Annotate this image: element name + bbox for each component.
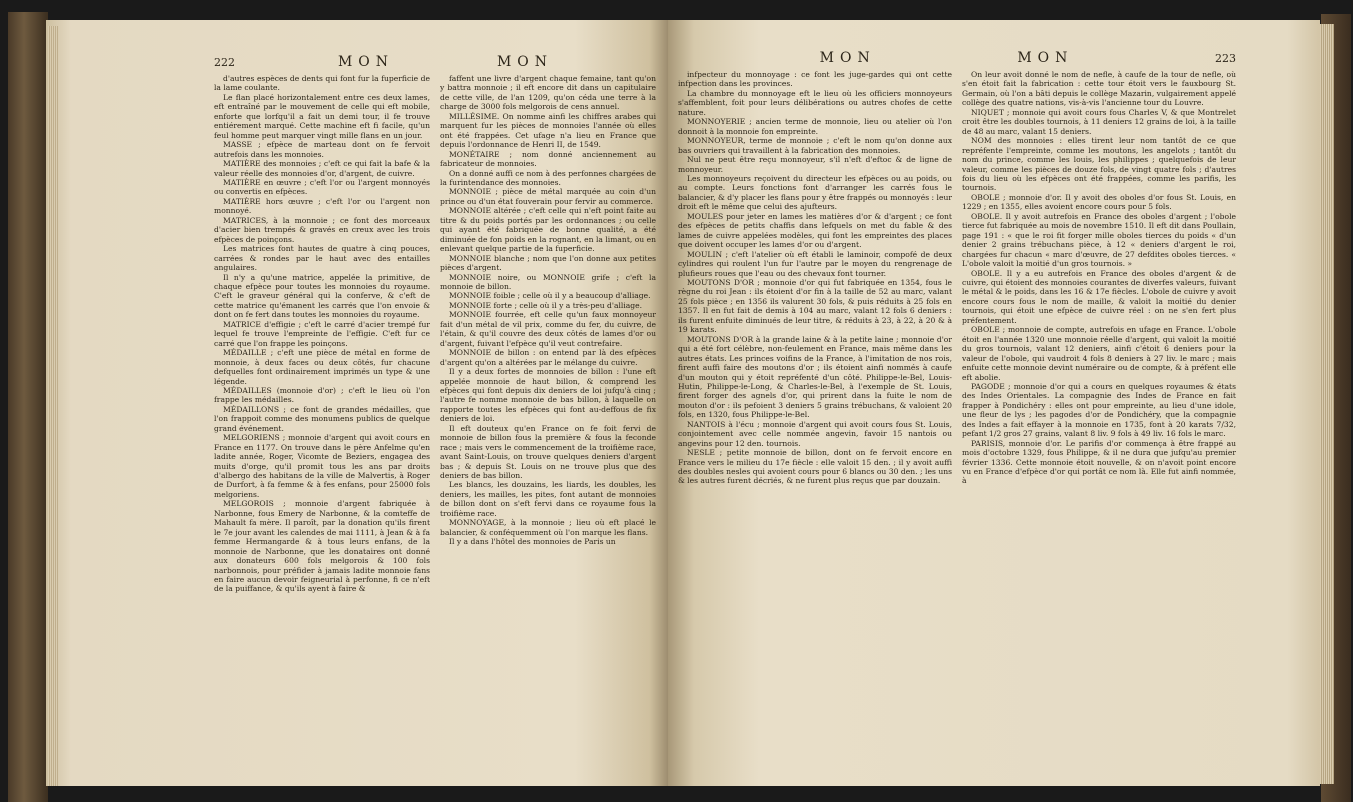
paragraph: MATRICES, à la monnoie ; ce font des morceaux d'acier bien trempés & gravés en creux avec les trois efpèces de poinçons. xyxy=(214,215,430,244)
page-block-edge-right xyxy=(1320,24,1334,784)
paragraph: Les monnoyeurs reçoivent du directeur les efpèces ou au poids, ou au compte. Leurs fonctions font d'arranger les carrés fous le balancier, & d'y placer les flans pour y être frappés ou monnoyés : leur droit eft le même que celui des ajufteurs. xyxy=(678,173,952,212)
paragraph: MILLÉSIME. On nomme ainfi les chiffres arabes qui marquent fur les pièces de monnoies l'année où elles ont été frappées. Cet ufage n'a lieu en France que depuis l'ordonnance de Henri II, de 1549. xyxy=(440,111,656,150)
page-number: 223 xyxy=(1215,52,1236,65)
paragraph: MOUTONS D'OR ; monnoie d'or qui fut fabriquée en 1354, fous le règne du roi Jean : ils étoient d'or fin à la taille de 52 au marc, valant 25 fols pièce ; en 1356 ils valurent 30 fols, & puis réduits à 25 fols en 1357. Il en fut fait de demis à 104 au marc, valant 12 fols 6 deniers : ils furent enfuite diminués de leur titre, & réduits à 23, à 22, à 20 & à 19 karats. xyxy=(678,277,952,335)
paragraph: MÉDAILLES (monnoie d'or) ; c'eft le lieu où l'on frappe les médailles. xyxy=(214,385,430,405)
book-cover-left xyxy=(8,12,48,802)
paragraph: MOULIN ; c'eft l'atelier où eft établi le laminoir, compofé de deux cylindres qui roulent l'un fur l'autre par le moyen du rengrenage de plufieurs roues que l'eau ou des chevaux font tourner. xyxy=(678,249,952,278)
paragraph: MÉDAILLE ; c'eft une pièce de métal en forme de monnoie, à deux faces ou deux côtés, fur chacune defquelles font ordinairement imprimés un type & une légende. xyxy=(214,348,430,386)
paragraph: La chambre du monnoyage eft le lieu où les officiers monnoyeurs s'affemblent, foit pour leurs délibérations ou autres chofes de cette nature. xyxy=(678,88,952,117)
paragraph: MONNOIE blanche ; nom que l'on donne aux petites pièces d'argent. xyxy=(440,253,656,273)
left-page xyxy=(46,20,668,786)
paragraph: MONNOIE foible ; celle où il y a beaucoup d'alliage. xyxy=(449,291,651,301)
paragraph: Le flan placé horizontalement entre ces deux lames, eft entraîné par le mouvement de celle qui eft mobile, enforte que lorfqu'il a fait un demi tour, il fe trouve entiérement marqué. Cette machine eft fi facile, qu'un feul homme peut marquer vingt mille flans en un jour. xyxy=(214,92,430,140)
paragraph: MÉDAILLONS ; ce font de grandes médailles, que l'on frappoit comme des monumens publics de quelque grand événement. xyxy=(214,404,430,433)
text-column xyxy=(440,74,656,786)
paragraph: On a donné auffi ce nom à des perfonnes chargées de la furintendance des monnoies. xyxy=(440,168,656,187)
paragraph: MATIÈRE hors œuvre ; c'eft l'or ou l'argent non monnoyé. xyxy=(214,196,430,216)
paragraph: Il eft douteux qu'en France on fe foit fervi de monnoie de billon fous la première & fous la feconde race ; mais vers le commencement de la troifième race, avant Saint-Louis, on trouve quelques deniers d'argent bas ; & depuis St. Louis on ne trouve plus que des deniers de bas billon. xyxy=(440,423,656,481)
paragraph: Les blancs, les douzains, les liards, les doubles, les deniers, les mailles, les pites, font autant de monnoies de billon dont on s'eft fervi dans ce royaume fous la troifième race. xyxy=(440,480,656,518)
paragraph: MATRICE d'effigie ; c'eft le carré d'acier trempé fur lequel fe trouve l'empreinte de l'effigie. C'eft fur ce carré que l'on frappe les poinçons. xyxy=(214,319,430,348)
text-column xyxy=(214,74,430,786)
paragraph: MELGOROIS ; monnoie d'argent fabriquée à Narbonne, fous Emery de Narbonne, & la comteffe de Mahault fa mère. Il paroît, par la donation qu'ils firent le 7e jour avant les calendes de mai 1111, à Jean & à fa femme Hermangarde & à tous leurs enfans, de la monnoie de Narbonne, que les donataires ont donné aux donateurs 600 fols melgorois & 100 fols narbonnois, pour préfider à jamais ladite monnoie fans en faire aucun devoir feigneurial à perfonne, fi ce n'eft de la puiffance, & qu'ils ayent à faire & xyxy=(214,499,430,594)
page-number: 222 xyxy=(214,56,235,69)
paragraph: Il y a dans l'hôtel des monnoies de Paris un xyxy=(449,537,616,547)
paragraph: MONNOYEUR, terme de monnoie ; c'eft le nom qu'on donne aux bas ouvriers qui travaillent à la fabrication des monnoies. xyxy=(678,136,952,155)
paragraph: infpecteur du monnoyage : ce font les juge-gardes qui ont cette infpection dans les provinces. xyxy=(678,70,952,89)
paragraph: On leur avoit donné le nom de nefle, à caufe de la tour de nefle, où s'en étoit fait la fabrication : cette tour étoit vers le fauxbourg St. Germain, où l'on a bâti depuis le collège Mazarin, vulgairement appelé collège des quatre nations, vis-à-vis l'ancienne tour du Louvre. xyxy=(962,70,1236,108)
paragraph: MOULES pour jeter en lames les matières d'or & d'argent ; ce font des efpèces de petits chaffis dans lefquels on met du fable & des lames de cuivre appelées modèles, qui font les empreintes des places que doivent occuper les lames d'or ou d'argent. xyxy=(678,211,952,250)
paragraph: MONNOIE forte ; celle où il y a très-peu d'alliage. xyxy=(449,300,643,310)
paragraph: OBOLE. Il y avoit autrefois en France des oboles d'argent ; l'obole tierce fut fabriquée au mois de novembre 1510. Il eft dit dans Poullain, page 191 : « que le roi fit forger mille oboles tierces du poids « d'un denier 2 grains trébuchans pièce, à 12 « deniers d'argent le roi, chargées fur chacun « marc d'œuvre, de 27 defdites oboles tierces. « L'obole valoit la moitié d'un gros tournois. » xyxy=(962,211,1236,269)
right-page xyxy=(668,20,1320,786)
text-column xyxy=(678,70,952,786)
paragraph: MELGORIENS ; monnoie d'argent qui avoit cours en France en 1177. On trouve dans le père Anfelme qu'en ladite année, Roger, Vicomte de Beziers, engagea des muits d'orge, qu'il promit tous les ans par droits d'albergo des habitans de la ville de Malvertis, à Roger de Durfort, à fa femme & à fes enfans, pour 25000 fols melgoriens. xyxy=(214,433,430,499)
paragraph: MONNOIE altérée ; c'eft celle qui n'eft point faite au titre & du poids portés par les ordonnances ; ou celle qui ayant été fabriquée de bonne qualité, a été diminuée de fon poids en la rognant, en la limant, ou en enlevant quelque partie de la fuperficie. xyxy=(440,206,656,254)
running-head: MON xyxy=(819,50,876,66)
paragraph: MONNOYERIE ; ancien terme de monnoie, lieu ou atelier où l'on donnoit à la monnoie fon empreinte. xyxy=(678,117,952,136)
paragraph: NESLE ; petite monnoie de billon, dont on fe fervoit encore en France vers le milieu du 17e fiècle : elle valoit 15 den. ; il y avoit auffi des doubles nesles qui avoient cours pour 6 blancs ou 30 den. ; les uns & les autres furent décriés, & ne furent plus reçus que par douzain. xyxy=(678,448,952,486)
paragraph: NANTOIS à l'écu ; monnoie d'argent qui avoit cours fous St. Louis, conjointement avec celle nommée angevin, favoir 15 nantois ou angevins pour 12 den. tournois. xyxy=(678,419,952,448)
paragraph: PAGODE ; monnoie d'or qui a cours en quelques royaumes & états des Indes Orientales. La compagnie des Indes de France en fait frapper à Pondichéry : elles ont pour empreinte, au lieu d'une idole, une fleur de lys ; les pagodes d'or de Pondichéry, que la compagnie des Indes a fait effayer à la monnoie en 1735, font à 20 karats 7/32, pefant 1/2 gros 27 grains, valant 8 liv. 9 fols à 49 liv. 16 fols le marc. xyxy=(962,381,1236,439)
paragraph: MATIÈRE des monnoies ; c'eft ce qui fait la bafe & la valeur réelle des monnoies d'or, d'argent, de cuivre. xyxy=(214,159,430,178)
paragraph: MONNOIE ; pièce de métal marquée au coin d'un prince ou d'un état fouverain pour fervir au commerce. xyxy=(440,187,656,206)
text-column xyxy=(962,70,1236,786)
paragraph: d'autres espèces de dents qui font fur la fuperficie de la lame coulante. xyxy=(214,74,430,93)
paragraph: faffent une livre d'argent chaque femaine, tant qu'on y battra monnoie ; il eft encore dit dans un capitulaire de cette ville, de l'an 1209, qu'on céda une terre à la charge de 3000 fols melgorois de cens annuel. xyxy=(440,74,656,112)
paragraph: MONNOIE noire, ou MONNOIE grife ; c'eft la monnoie de billon. xyxy=(440,272,656,291)
paragraph: Nul ne peut être reçu monnoyeur, s'il n'eft d'eftoc & de ligne de monnoyeur. xyxy=(678,155,952,174)
paragraph: NOM des monnoies : elles tirent leur nom tantôt de ce que repréfente l'empreinte, comme les moutons, les angelots ; tantôt du nom du prince, comme les louis, les philippes ; quelquefois de leur valeur, comme les pièces de douze fols, de vingt quatre fols ; d'autres fois du lieu où les efpèces ont été frappées, comme les parifis, les tournois. xyxy=(962,136,1236,193)
running-head: MON xyxy=(1017,50,1074,66)
page-block-edge-left xyxy=(48,26,58,786)
paragraph: MONNOYAGE, à la monnoie ; lieu où eft placé le balancier, & conféquemment où l'on marque les flans. xyxy=(440,518,656,537)
paragraph: NIQUET ; monnoie qui avoit cours fous Charles V, & que Montrelet croit être les doubles tournois, à 11 deniers 12 grains de loi, à la taille de 48 au marc, valant 15 deniers. xyxy=(962,107,1236,136)
running-head: MON xyxy=(337,54,395,70)
paragraph: Les matrices font hautes de quatre à cinq pouces, carrées & rondes par le haut avec des entailles angulaires. xyxy=(214,244,430,273)
paragraph: Il y a deux fortes de monnoies de billon : l'une eft appelée monnoie de haut billon, & comprend les efpèces qui font depuis dix deniers de loi jufqu'à cinq ; l'autre fe nomme monnoie de bas billon, à laquelle on rapporte toutes les efpèces qui font au-deffous de fix deniers de loi. xyxy=(440,367,656,424)
paragraph: PARISIS, monnoie d'or. Le parifis d'or commença à être frappé au mois d'octobre 1329, fous Philippe, & il ne dura que jufqu'au premier février 1336. Cette monnoie étoit nouvelle, & on n'avoit point encore vu en France d'efpèce d'or qui portât ce nom là. Elle fut ainfi nommée, à xyxy=(962,438,1236,486)
right-page-header xyxy=(678,50,1236,66)
paragraph: OBOLE. Il y a eu autrefois en France des oboles d'argent & de cuivre, qui étoient des monnoies courantes de diverfes valeurs, fuivant le métal & le poids, dans les 16 & 17e fiècles. L'obole de cuivre y avoit encore cours fous le nom de maille, & valoit la moitié du denier tournois, qui étoit une efpèce de cuivre réel : on ne s'en fert plus préfentement. xyxy=(962,268,1236,325)
paragraph: Il n'y a qu'une matrice, appelée la primitive, de chaque efpèce pour toutes les monnoies du royaume. C'eft le graveur général qui la conferve, & c'eft de cette matrice qu'émanent les carrés que l'on envoie & dont on fe fert dans toutes les monnoies du royaume. xyxy=(214,272,430,320)
paragraph: MONNOIE de billon : on entend par là des efpèces d'argent qu'on a altérées par le mélange du cuivre. xyxy=(440,348,656,367)
paragraph: MOUTONS D'OR à la grande laine & à la petite laine ; monnoie d'or qui a été fort célèbre, non-feulement en France, mais même dans les autres états. Les princes voifins de la France, à l'imitation de nos rois, firent auffi faire des moutons d'or ; ils étoient ainfi nommés à caufe d'un mouton qui y étoit repréfenté d'un côté. Philippe-le-Bel, Louis-Hutin, Philippe-le-Long, & Charles-le-Bel, à l'exemple de St. Louis, firent forger des agnels d'or, qui prirent dans la fuite le nom de mouton d'or : ils pefoient 3 deniers 5 grains trébuchans, & valoient 20 fols, en 1320, fous Philippe-le-Bel. xyxy=(678,334,952,420)
paragraph: MONÉTAIRE ; nom donné anciennement au fabricateur de monnoies. xyxy=(440,149,656,169)
paragraph: OBOLE ; monnoie d'or. Il y avoit des oboles d'or fous St. Louis, en 1229 ; en 1355, elles avoient encore cours pour 5 fols. xyxy=(962,192,1236,212)
paragraph: MONNOIE fourrée, eft celle qu'un faux monnoyeur fait d'un métal de vil prix, comme du fer, du cuivre, de l'étain, & qu'il couvre des deux côtés de lames d'or ou d'argent, fuivant l'efpèce qu'il veut contrefaire. xyxy=(440,310,656,348)
paragraph: OBOLE ; monnoie de compte, autrefois en ufage en France. L'obole étoit en l'année 1320 une monnoie réelle d'argent, qui valoit la moitié du gros tournois, valant 12 deniers, ainfi c'étoit 6 deniers pour la valeur de l'obole, qui vaudroit 4 fols 8 deniers à 27 liv. le marc ; mais enfuite cette monnoie devint numéraire ou de compte, & à préfent elle eft abolie. xyxy=(962,325,1236,382)
running-head: MON xyxy=(496,54,554,70)
left-page-header xyxy=(214,54,656,70)
paragraph: MATIÈRE en œuvre ; c'eft l'or ou l'argent monnoyés ou convertis en efpèces. xyxy=(214,177,430,197)
paragraph: MASSE ; efpèce de marteau dont on fe fervoit autrefois dans les monnoies. xyxy=(214,140,430,159)
